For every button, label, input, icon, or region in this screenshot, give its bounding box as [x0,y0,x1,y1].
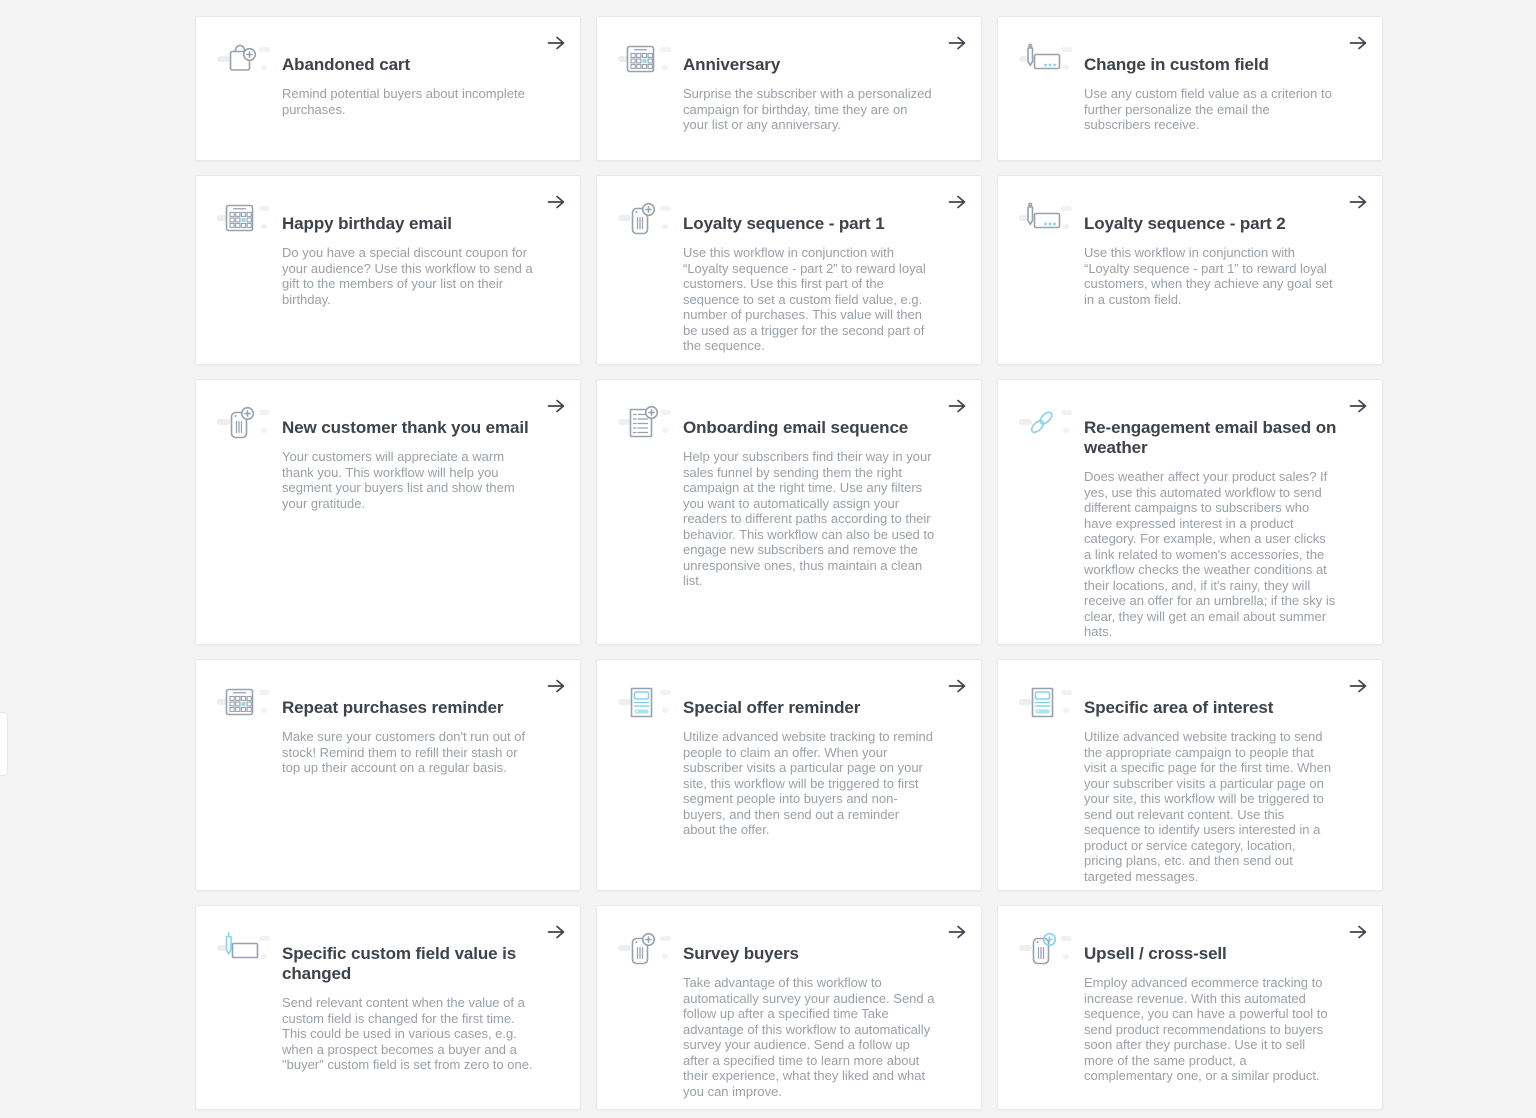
card-title: Loyalty sequence - part 2 [1084,214,1286,233]
arrow-right-icon[interactable] [547,194,565,210]
document-list-plus-icon [617,400,673,444]
card-title: Upsell / cross-sell [1084,944,1227,963]
card-content [1084,418,1346,640]
workflow-template-card[interactable] [997,379,1383,645]
custom-field-pen-icon [1018,37,1074,81]
chain-link-icon [1018,400,1074,444]
card-content [282,55,544,117]
workflow-template-card[interactable] [997,175,1383,365]
pen-custom-field-blue-icon [216,926,272,970]
webpage-icon [617,680,673,724]
card-content [683,214,945,354]
card-title: Loyalty sequence - part 1 [683,214,885,233]
card-title: Repeat purchases reminder [282,698,504,717]
arrow-right-icon[interactable] [547,924,565,940]
workflow-template-card[interactable] [195,905,581,1110]
card-description: Surprise the subscriber with a personalized campaign for birthday, time they are on your list or any anniversary. [683,86,932,132]
arrow-right-icon[interactable] [547,398,565,414]
workflow-template-card[interactable] [596,16,982,161]
card-content [1084,944,1346,1084]
workflow-template-card[interactable] [195,16,581,161]
card-content [683,698,945,838]
card-content [1084,55,1346,133]
card-content [683,418,945,589]
arrow-right-icon[interactable] [1349,678,1367,694]
card-content [282,214,544,307]
card-description: Do you have a special discount coupon for your audience? Use this workflow to send a gift to the members of your list on their birthday. [282,245,533,307]
arrow-right-icon[interactable] [547,35,565,51]
arrow-right-icon[interactable] [1349,924,1367,940]
workflow-template-card[interactable] [997,905,1383,1110]
card-content [683,55,945,133]
custom-field-pen-icon [1018,196,1074,240]
card-description: Your customers will appreciate a warm thank you. This workflow will help you segment your buyers list and show them your gratitude. [282,449,515,511]
arrow-right-icon[interactable] [1349,35,1367,51]
arrow-right-icon[interactable] [948,194,966,210]
tag-plus-icon [617,196,673,240]
card-title: Special offer reminder [683,698,861,717]
card-description: Utilize advanced website tracking to remind people to claim an offer. When your subscriber visits a particular page on your site, this workflow will be triggered to first segment people into buyers and non-buyers, and then send out a reminder about the offer. [683,729,934,837]
tag-plus-icon [617,926,673,970]
workflow-template-grid [195,16,1383,1110]
card-description: Remind potential buyers about incomplete purchases. [282,86,525,117]
shopping-bag-plus-icon [216,37,272,81]
workflow-template-card[interactable] [596,175,982,365]
arrow-right-icon[interactable] [948,924,966,940]
card-title: Change in custom field [1084,55,1269,74]
workflow-template-card[interactable] [997,659,1383,891]
workflow-template-card[interactable] [195,379,581,645]
arrow-right-icon[interactable] [948,398,966,414]
card-description: Take advantage of this workflow to automatically survey your audience. Send a follow up after a specified time Take advantage of this workflow to automatically survey your audience. Send a follow up after a specified time to learn more about their experience, what they liked and what you can improve. [683,975,935,1099]
tag-plus-icon [216,400,272,444]
arrow-right-icon[interactable] [948,35,966,51]
card-description: Does weather affect your product sales? If yes, use this automated workflow to send different campaigns to subscribers who have expressed interest in a product category. For example, when a user clicks a link related to women's accessories, the workflow checks the weather conditions at their locations, and, if it's rainy, they will receive an offer for an umbrella; if the sky is clear, they will get an email about summer hats. [1084,469,1336,639]
card-title: Re-engagement email based on weather [1084,418,1337,457]
card-title: Abandoned cart [282,55,411,74]
workflow-template-card[interactable] [596,379,982,645]
card-content [282,698,544,776]
tag-plus-blue-icon [1018,926,1074,970]
workflow-template-card[interactable] [596,659,982,891]
workflow-template-card[interactable] [195,175,581,365]
card-description: Make sure your customers don't run out of stock! Remind them to refill their stash or top up their account on a regular basis. [282,729,526,775]
arrow-right-icon[interactable] [547,678,565,694]
card-content [282,418,544,511]
workflow-template-card[interactable] [997,16,1383,161]
card-content [1084,698,1346,884]
webpage-icon [1018,680,1074,724]
workflow-template-card[interactable] [195,659,581,891]
card-content [282,944,544,1073]
card-description: Help your subscribers find their way in your sales funnel by sending them the right campaign at the right time. Use any filters you want to automatically assign your readers to different paths according to their behavior. This workflow can also be used to engage new subscribers and remove the unresponsive ones, thus maintain a clean list. [683,449,935,588]
card-content [1084,214,1346,307]
card-description: Use this workflow in conjunction with “Loyalty sequence - part 1” to reward loyal customers, when they achieve any goal set in a custom field. [1084,245,1333,307]
calendar-icon [216,196,272,240]
calendar-icon [617,37,673,81]
card-title: Survey buyers [683,944,799,963]
card-description: Use any custom field value as a criterion to further personalize the email the subscribers receive. [1084,86,1332,132]
arrow-right-icon[interactable] [1349,194,1367,210]
card-title: Anniversary [683,55,781,74]
workflow-template-card[interactable] [596,905,982,1110]
card-description: Employ advanced ecommerce tracking to increase revenue. With this automated sequence, you can have a powerful tool to send product recommendations to buyers soon after they purchase. Use it to sell more of the same product, a complementary one, or a similar product. [1084,975,1328,1083]
card-description: Send relevant content when the value of a custom field is changed for the first time. This could be used in various cases, e.g. when a prospect becomes a buyer and a "buyer" custom field is set from zero to one. [282,995,533,1072]
card-description: Utilize advanced website tracking to send the appropriate campaign to people that visit a specific page for the first time. When your subscriber visits a particular page on your site, this workflow will be triggered to send out relevant content. Use this sequence to identify users interested in a product or service category, location, pricing plans, etc. and then send out targeted messages. [1084,729,1332,884]
arrow-right-icon[interactable] [948,678,966,694]
card-title: Onboarding email sequence [683,418,909,437]
card-title: Happy birthday email [282,214,452,233]
card-title: Specific custom field value is changed [282,944,517,983]
card-title: New customer thank you email [282,418,529,437]
card-description: Use this workflow in conjunction with “Loyalty sequence - part 2” to reward loyal customers. Use this first part of the sequence to set a custom field value, e.g. number of purchases. This value will then be used as a trigger for the second part of the sequence. [683,245,926,353]
arrow-right-icon[interactable] [1349,398,1367,414]
card-content [683,944,945,1099]
card-title: Specific area of interest [1084,698,1274,717]
left-edge-panel [0,712,8,776]
calendar-icon [216,680,272,724]
